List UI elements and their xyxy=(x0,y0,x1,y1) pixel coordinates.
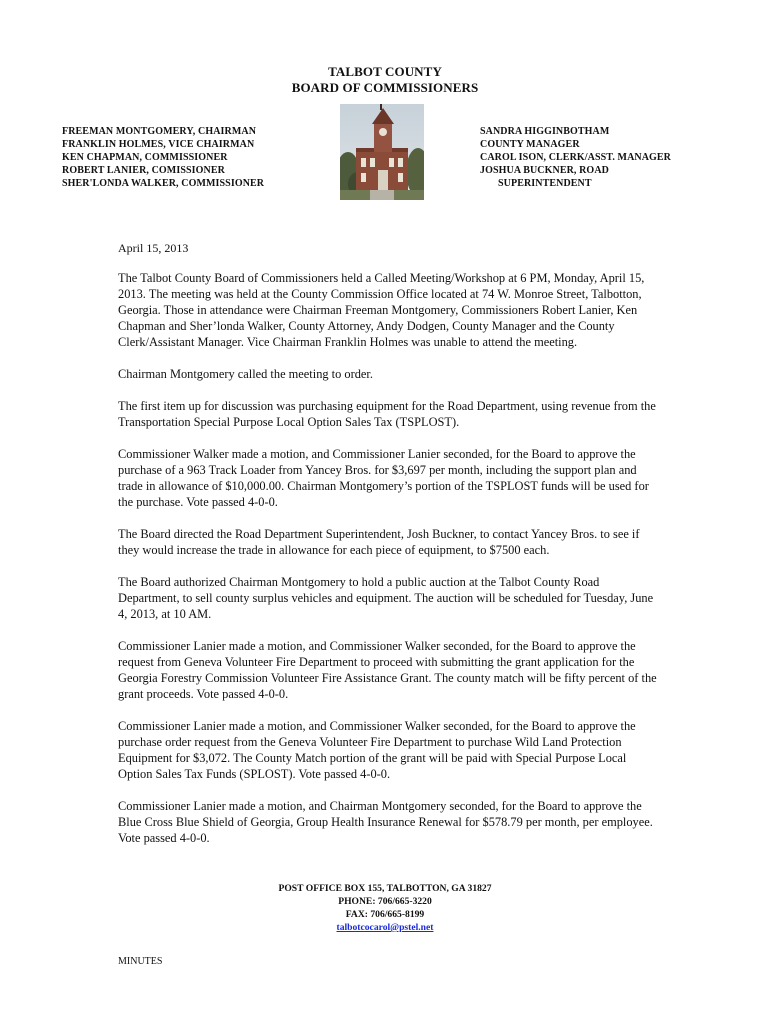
official-vice-chairman: FRANKLIN HOLMES, VICE CHAIRMAN xyxy=(62,139,255,150)
official-commissioner-chapman: KEN CHAPMAN, COMMISSIONER xyxy=(62,152,228,163)
minutes-body xyxy=(118,270,658,862)
paragraph-trade-in-directive: The Board directed the Road Department Superintendent, Josh Buckner, to contact Yancey Bros. to see if they would increase the trade in allowance for each piece of equipment, to $7500 each. xyxy=(118,527,640,557)
paragraph-equipment-discussion: The first item up for discussion was purchasing equipment for the Road Department, using revenue from the Transportation Special Purpose Local Option Sales Tax (TSPLOST). xyxy=(118,399,656,429)
paragraph-call-to-order: Chairman Montgomery called the meeting to order. xyxy=(118,367,373,381)
commissioners-list xyxy=(62,125,312,190)
staff-road-title: SUPERINTENDENT xyxy=(498,178,592,189)
staff-county-manager-name: SANDRA HIGGINBOTHAM xyxy=(480,126,610,137)
footer-phone: PHONE: 706/665-3220 xyxy=(338,896,432,907)
board-title: BOARD OF COMMISSIONERS xyxy=(291,80,479,95)
staff-road-name: JOSHUA BUCKNER, ROAD xyxy=(480,165,609,176)
contact-footer xyxy=(0,882,770,934)
staff-clerk: CAROL ISON, CLERK/ASST. MANAGER xyxy=(480,152,672,163)
minutes-label: MINUTES xyxy=(118,956,163,967)
paragraph-public-auction: The Board authorized Chairman Montgomery to hold a public auction at the Talbot County Road Department, to sell county surplus vehicles and equipment. The auction will be scheduled for Tuesday, June 4, 2013, at 10 AM. xyxy=(118,575,654,621)
paragraph-insurance-motion: Commissioner Lanier made a motion, and Chairman Montgomery seconded, for the Board to approve the Blue Cross Blue Shield of Georgia, Group Health Insurance Renewal for $578.79 per month, per employee. Vote passed 4-0-0. xyxy=(118,799,653,845)
paragraph-track-loader-motion: Commissioner Walker made a motion, and Commissioner Lanier seconded, for the Board to approve the purchase of a 963 Track Loader from Yancey Bros. for $3,697 per month, including the support plan and trade in allowance of $10,000.00. Chairman Montgomery’s portion of the TSPLOST funds will be used for the purchase. Vote passed 4-0-0. xyxy=(118,447,649,509)
county-title: TALBOT COUNTY xyxy=(328,64,442,79)
courthouse-photo xyxy=(340,104,424,200)
paragraph-fire-equipment-motion: Commissioner Lanier made a motion, and Commissioner Walker seconded, for the Board to approve the purchase order request from the Geneva Volunteer Fire Department to purchase Wild Land Protection Equipment for $3,072. The County Match portion of the grant will be paid with Special Purpose Local Option Sales Tax Funds (SPLOST). Vote passed 4-0-0. xyxy=(118,719,636,781)
official-chairman: FREEMAN MONTGOMERY, CHAIRMAN xyxy=(62,126,257,137)
official-commissioner-lanier: ROBERT LANIER, COMISSIONER xyxy=(62,165,225,176)
official-commissioner-walker: SHER'LONDA WALKER, COMMISSIONER xyxy=(62,178,265,189)
meeting-date: April 15, 2013 xyxy=(118,241,189,255)
footer-fax: FAX: 706/665-8199 xyxy=(345,909,425,920)
footer-address: POST OFFICE BOX 155, TALBOTTON, GA 31827 xyxy=(278,883,492,894)
paragraph-attendance: The Talbot County Board of Commissioners held a Called Meeting/Workshop at 6 PM, Monday, April 15, 2013. The meeting was held at the County Commission Office located at 74 W. Monroe Street, Talbotton, Georgia. Those in attendance were Chairman Freeman Montgomery, Commissioners Robert Lanier, Ken Chapman and Sher’londa Walker, County Attorney, Andy Dodgen, County Manager and the County Clerk/Assistant Manager. Vice Chairman Franklin Holmes was unable to attend the meeting. xyxy=(118,271,645,349)
staff-list xyxy=(480,125,720,190)
paragraph-fire-grant-motion: Commissioner Lanier made a motion, and Commissioner Walker seconded, for the Board to approve the request from Geneva Volunteer Fire Department to proceed with submitting the grant application for the Georgia Forestry Commission Volunteer Fire Assistance Grant. The county match will be fifty percent of the grant proceeds. Vote passed 4-0-0. xyxy=(118,639,657,701)
footer-email-link[interactable]: talbotcocarol@pstel.net xyxy=(336,922,434,933)
staff-county-manager-title: COUNTY MANAGER xyxy=(480,139,580,150)
